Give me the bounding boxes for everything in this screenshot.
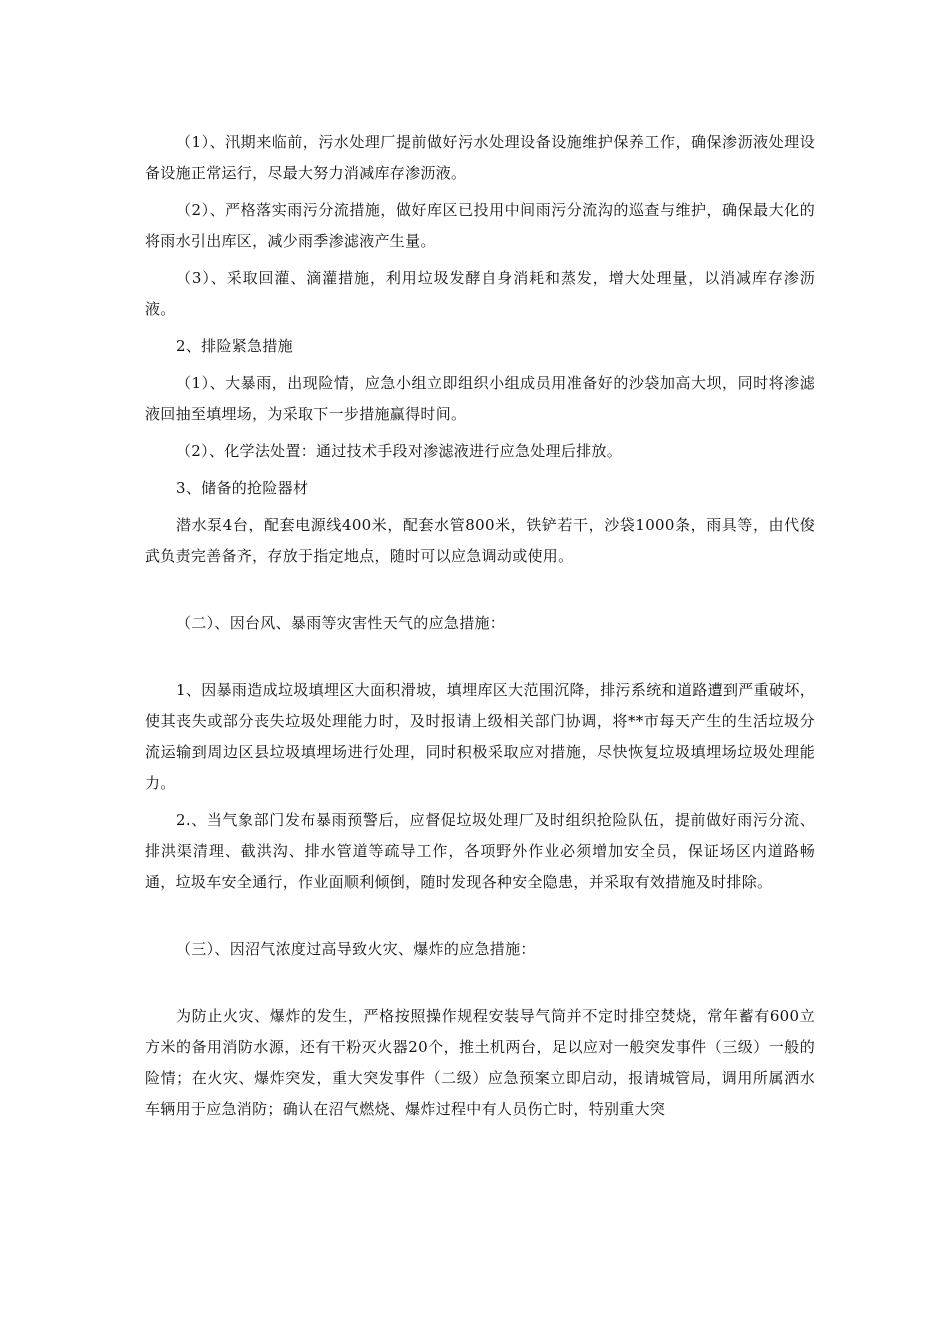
- paragraph-typhoon-1: 1、因暴雨造成垃圾填埋区大面积滑坡，填埋库区大范围沉降，排污系统和道路遭到严重破坏，使其丧失或部分丧失垃圾处理能力时，及时报请上级相关部门协调，将**市每天产生的生活垃圾分流运输到周边区县垃圾填埋场进行处理，同时积极采取应对措施，尽快恢复垃圾填埋场垃圾处理能力。: [145, 681, 815, 792]
- section-heading-biogas: （三）、因沼气浓度过高导致火灾、爆炸的应急措施：: [176, 940, 536, 958]
- section-heading-equipment: 3、储备的抢险器材: [176, 479, 309, 497]
- paragraph-measure-1: （1）、汛期来临前，污水处理厂提前做好污水处理设备设施维护保养工作，确保渗沥液处理设备设施正常运行，尽最大努力消减库存渗沥液。: [145, 133, 815, 182]
- paragraph-equipment: 潜水泵4台，配套电源线400米，配套水管800米，铁铲若干，沙袋1000条，雨具等，由代俊武负责完善备齐，存放于指定地点，随时可以应急调动或使用。: [145, 516, 815, 565]
- paragraph-biogas: 为防止火灾、爆炸的发生，严格按照操作规程安装导气筒并不定时排空焚烧，常年蓄有600立方米的备用消防水源，还有干粉灭火器20个，推土机两台，足以应对一般突发事件（三级）一般的险情；在火灾、爆炸突发，重大突发事件（二级）应急预案立即启动，报请城管局，调用所属洒水车辆用于应急消防；确认在沼气燃烧、爆炸过程中有人员伤亡时，特别重大突: [145, 1007, 815, 1118]
- paragraph-measure-3: （3）、采取回灌、滴灌措施，利用垃圾发酵自身消耗和蒸发，增大处理量，以消减库存渗沥液。: [145, 269, 815, 318]
- section-heading-typhoon: （二）、因台风、暴雨等灾害性天气的应急措施：: [176, 614, 506, 632]
- paragraph-typhoon-2: 2.、当气象部门发布暴雨预警后，应督促垃圾处理厂及时组织抢险队伍，提前做好雨污分流、排洪渠清理、截洪沟、排水管道等疏导工作，各项野外作业必须增加安全员，保证场区内道路畅通，垃圾车安全通行，作业面顺利倾倒，随时发现各种安全隐患，并采取有效措施及时排除。: [145, 811, 815, 891]
- paragraph-emergency-2: （2）、化学法处置：通过技术手段对渗滤液进行应急处理后排放。: [176, 442, 623, 460]
- section-heading-emergency-measures: 2、排险紧急措施: [176, 337, 293, 355]
- paragraph-emergency-1: （1）、大暴雨，出现险情，应急小组立即组织小组成员用准备好的沙袋加高大坝，同时将渗滤液回抽至填埋场，为采取下一步措施赢得时间。: [145, 374, 815, 423]
- document-body: [145, 127, 815, 1131]
- paragraph-measure-2: （2）、严格落实雨污分流措施，做好库区已投用中间雨污分流沟的巡查与维护，确保最大化的将雨水引出库区，减少雨季渗滤液产生量。: [145, 201, 815, 250]
